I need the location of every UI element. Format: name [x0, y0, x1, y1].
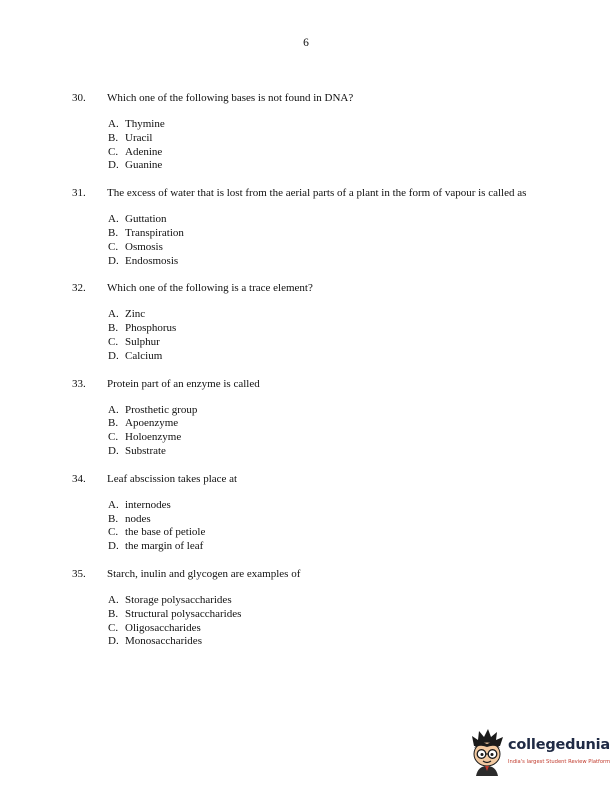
option	[108, 241, 552, 255]
option-text: Endosmosis	[125, 254, 179, 267]
option	[108, 622, 552, 636]
option	[108, 431, 552, 445]
logo-tagline: India's largest Student Review Platform	[508, 759, 611, 765]
option-letter: D.	[108, 349, 119, 362]
option-text: Uracil	[125, 131, 153, 144]
option-list	[108, 213, 552, 268]
question-text: Starch, inulin and glycogen are examples of	[107, 567, 301, 580]
option-letter: A.	[108, 118, 119, 130]
option-letter: C.	[108, 145, 119, 158]
option-letter: B.	[108, 417, 119, 430]
question	[72, 186, 552, 268]
option	[108, 159, 552, 173]
option-text: the margin of leaf	[125, 540, 204, 553]
option	[108, 336, 552, 350]
question-number: 33.	[72, 377, 86, 390]
option-letter: C.	[108, 240, 119, 253]
option	[108, 608, 552, 622]
option-text: Prosthetic group	[125, 403, 198, 416]
option	[108, 227, 552, 241]
option-letter: B.	[108, 512, 119, 525]
option-text: Structural polysaccharides	[125, 607, 242, 620]
option	[108, 350, 552, 364]
option-letter: B.	[108, 607, 119, 620]
option	[108, 404, 552, 418]
option-letter: A.	[108, 308, 119, 321]
option	[108, 308, 552, 322]
option	[108, 499, 552, 513]
question	[72, 281, 552, 363]
option-text: Adenine	[125, 145, 163, 158]
option-letter: D.	[108, 159, 119, 172]
question-number: 31.	[72, 187, 86, 200]
option	[108, 445, 552, 459]
option-text: nodes	[125, 512, 151, 525]
option-text: Guanine	[125, 159, 163, 172]
option-text: internodes	[125, 498, 171, 511]
option-text: Osmosis	[125, 240, 163, 253]
question-number: 34.	[72, 472, 86, 485]
option	[108, 322, 552, 336]
student-mascot-icon	[468, 728, 508, 776]
option-text: Oligosaccharides	[125, 621, 201, 634]
option-letter: B.	[108, 131, 119, 144]
option-list	[108, 404, 552, 459]
option	[108, 255, 552, 269]
option-letter: D.	[108, 254, 119, 267]
option-letter: A.	[108, 593, 119, 606]
option	[108, 635, 552, 649]
option-text: Guttation	[125, 213, 167, 226]
question-text: Leaf abscission takes place at	[107, 472, 238, 485]
option-text: Apoenzyme	[125, 417, 179, 430]
question-list	[72, 91, 552, 662]
question-text: Which one of the following is a trace element?	[107, 282, 313, 295]
question	[72, 472, 552, 554]
option-text: Monosaccharides	[125, 635, 202, 648]
question	[72, 377, 552, 459]
option-letter: A.	[108, 403, 119, 416]
option	[108, 526, 552, 540]
option-text: Sulphur	[125, 335, 160, 348]
logo-name: collegedunia	[508, 737, 610, 753]
option-letter: C.	[108, 621, 119, 634]
option-text: Substrate	[125, 444, 166, 457]
option-list	[108, 118, 552, 173]
option-text: the base of petiole	[125, 526, 206, 539]
option-text: Holoenzyme	[125, 431, 182, 444]
question	[72, 567, 552, 649]
question-text: Which one of the following bases is not found in DNA?	[107, 92, 354, 104]
option-text: Phosphorus	[125, 322, 177, 335]
option-text: Storage polysaccharides	[125, 593, 232, 606]
option-letter: D.	[108, 444, 119, 457]
option-letter: B.	[108, 322, 119, 335]
question-number: 32.	[72, 282, 86, 295]
option-list	[108, 594, 552, 649]
option	[108, 594, 552, 608]
question-text: Protein part of an enzyme is called	[107, 377, 260, 390]
option-letter: D.	[108, 635, 119, 648]
option	[108, 146, 552, 160]
option-letter: A.	[108, 498, 119, 511]
option	[108, 132, 552, 146]
option-letter: D.	[108, 540, 119, 553]
option-letter: C.	[108, 335, 119, 348]
option	[108, 540, 552, 554]
option-text: Transpiration	[125, 226, 184, 239]
option	[108, 513, 552, 527]
option-letter: B.	[108, 226, 119, 239]
option-letter: C.	[108, 431, 119, 444]
option	[108, 417, 552, 431]
option-letter: C.	[108, 526, 119, 539]
question	[72, 91, 552, 173]
option-text: Thymine	[125, 118, 165, 130]
option-letter: A.	[108, 213, 119, 226]
page-number: 6	[303, 37, 309, 49]
option-list	[108, 308, 552, 363]
collegedunia-logo[interactable]	[468, 728, 611, 778]
option	[108, 118, 552, 132]
option-text: Zinc	[125, 308, 146, 321]
question-number: 35.	[72, 567, 86, 580]
option	[108, 213, 552, 227]
question-number: 30.	[72, 92, 86, 104]
question-text: The excess of water that is lost from the aerial parts of a plant in the form of vapour is called as	[107, 187, 527, 200]
option-text: Calcium	[125, 349, 163, 362]
option-list	[108, 499, 552, 554]
